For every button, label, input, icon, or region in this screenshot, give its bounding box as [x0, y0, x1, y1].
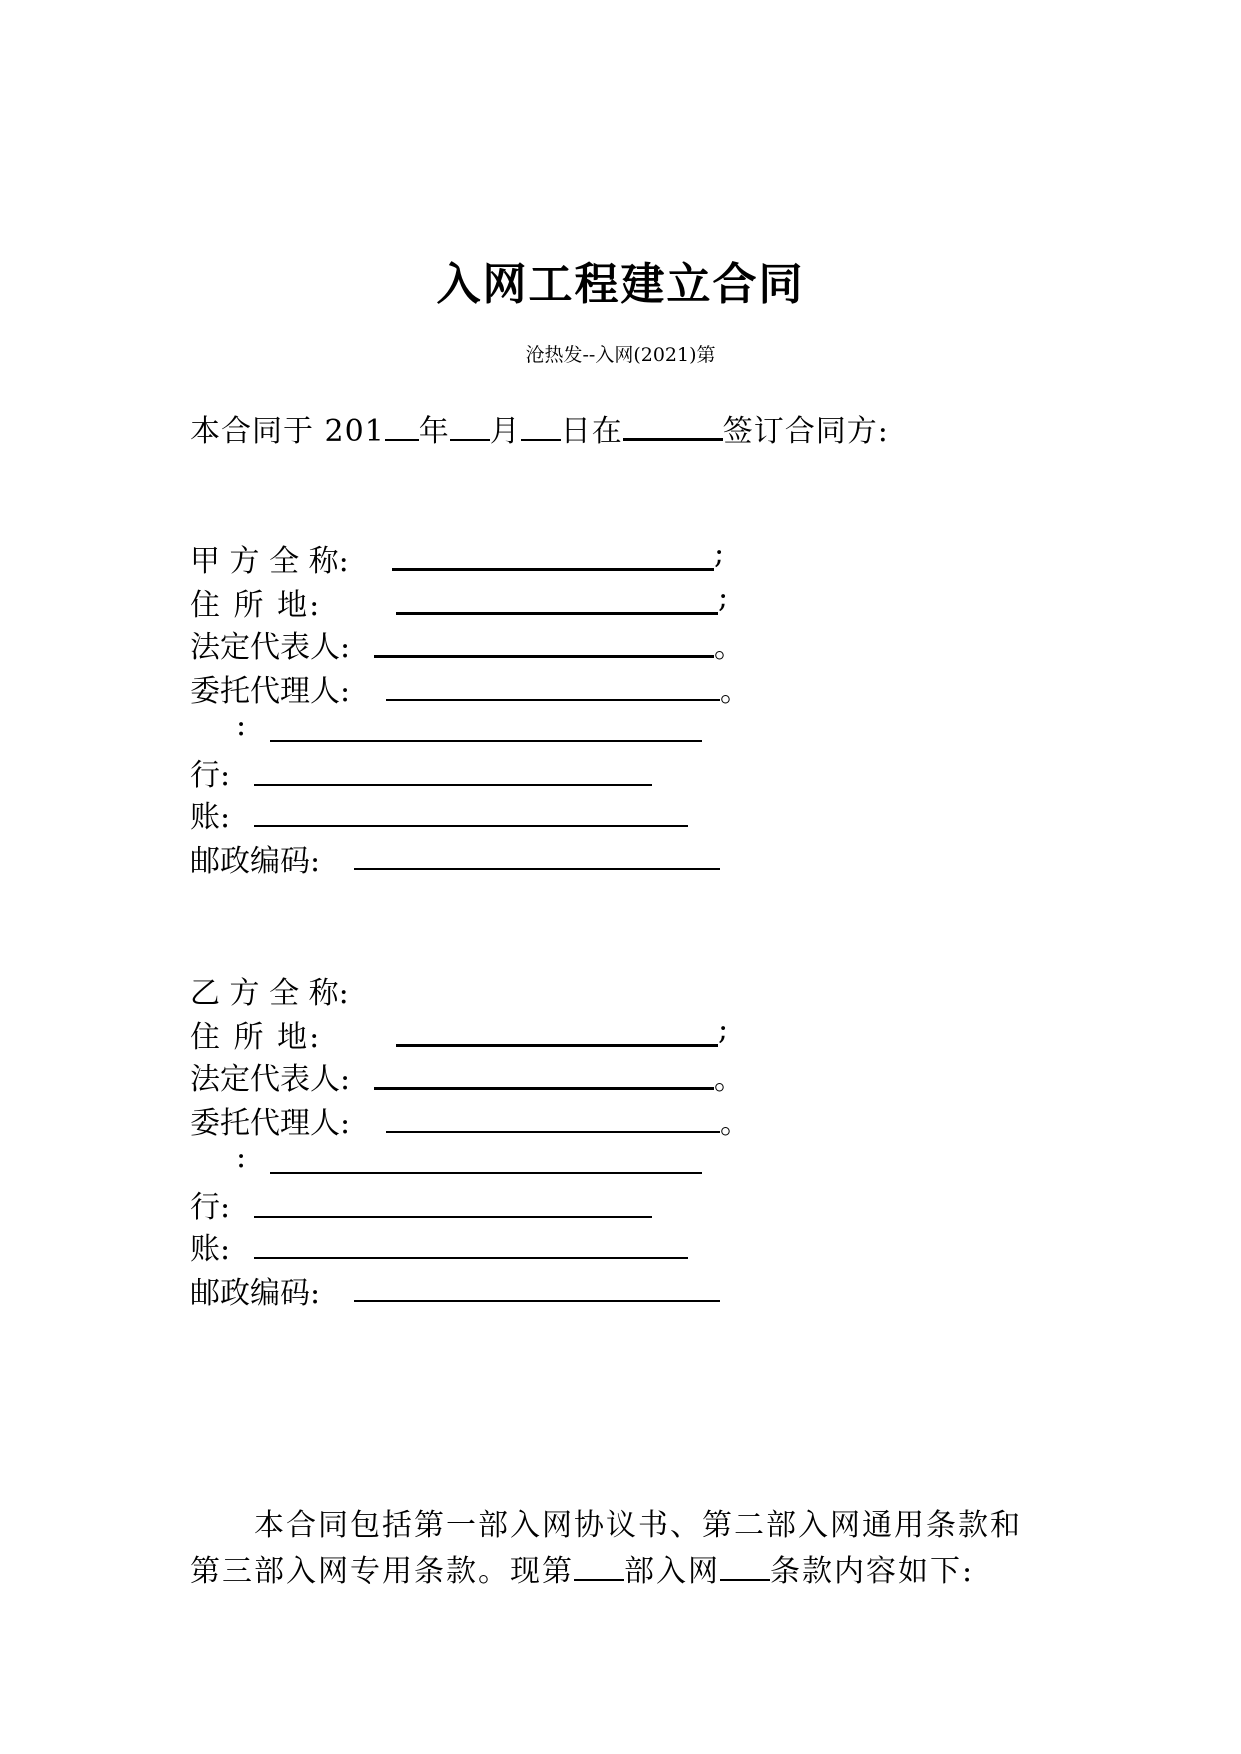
intro-text-2: 年 — [418, 414, 450, 449]
party-b-postcode-field[interactable] — [354, 1300, 720, 1302]
party-b-address-end: ; — [718, 1012, 729, 1047]
party-a-postcode-field[interactable] — [354, 868, 720, 870]
party-b-legal-rep-field[interactable] — [374, 1087, 714, 1090]
party-b-name-label: 乙 方 全 称: — [190, 976, 349, 1011]
party-b-agent-label: 委托代理人: — [190, 1106, 351, 1141]
party-a-legal-rep-end: 。 — [714, 630, 744, 665]
party-b-bank-label: 行: — [190, 1190, 231, 1225]
party-a-phone-field[interactable] — [270, 740, 702, 742]
closing-text-b: 部入网 — [624, 1554, 720, 1589]
party-b-agent-end: 。 — [720, 1106, 750, 1141]
party-b-address-field[interactable] — [396, 1044, 718, 1047]
place-blank[interactable] — [623, 412, 723, 441]
party-a-legal-rep-field[interactable] — [374, 655, 714, 658]
party-b-account-field[interactable] — [254, 1257, 688, 1259]
intro-text-3: 月 — [489, 414, 521, 449]
party-b-legal-rep-end: 。 — [714, 1062, 744, 1097]
party-b-phone-label: : — [236, 1140, 247, 1175]
party-a-name-label: 甲 方 全 称: — [190, 544, 349, 579]
month-blank[interactable] — [450, 413, 490, 441]
party-a-account-field[interactable] — [254, 825, 688, 827]
party-b-legal-rep-label: 法定代表人: — [190, 1062, 351, 1097]
party-b-postcode-label: 邮政编码: — [190, 1276, 321, 1311]
year-blank[interactable] — [385, 413, 419, 441]
party-a-bank-label: 行: — [190, 758, 231, 793]
party-a-agent-label: 委托代理人: — [190, 674, 351, 709]
party-a-phone-label: : — [236, 708, 247, 743]
party-a-agent-end: 。 — [720, 674, 750, 709]
document-number: 沧热发--入网(2021)第 — [525, 344, 716, 366]
party-a-address-field[interactable] — [396, 612, 718, 615]
party-b-address-label: 住 所 地: — [190, 1020, 322, 1055]
day-blank[interactable] — [521, 413, 561, 441]
party-a-agent-field[interactable] — [386, 699, 720, 701]
party-b-bank-field[interactable] — [254, 1216, 652, 1218]
party-a-address-label: 住 所 地: — [190, 588, 322, 623]
party-a-legal-rep-label: 法定代表人: — [190, 630, 351, 665]
party-a-address-end: ; — [718, 580, 729, 615]
intro-text-4: 日在 — [560, 414, 623, 449]
party-a-account-label: 账: — [190, 800, 231, 835]
party-a-name-field[interactable] — [392, 568, 714, 571]
closing-line-1: 本合同包括第一部入网协议书、第二部入网通用条款和 — [254, 1508, 1022, 1543]
closing-text-c: 条款内容如下: — [770, 1554, 975, 1589]
closing-line-2 — [190, 1546, 974, 1590]
intro-text-5: 签订合同方: — [722, 414, 889, 449]
clause-type-blank[interactable] — [720, 1553, 770, 1581]
party-b-account-label: 账: — [190, 1232, 231, 1267]
party-b-phone-field[interactable] — [270, 1172, 702, 1174]
document-title: 入网工程建立合同 — [436, 259, 805, 310]
contract-intro — [190, 406, 889, 450]
party-a-postcode-label: 邮政编码: — [190, 844, 321, 879]
intro-text-1: 本合同于 201 — [190, 414, 385, 449]
part-number-blank[interactable] — [574, 1553, 624, 1581]
party-b-agent-field[interactable] — [386, 1131, 720, 1133]
party-a-bank-field[interactable] — [254, 784, 652, 786]
closing-text-a: 第三部入网专用条款。现第 — [190, 1554, 574, 1589]
party-a-name-end: ; — [714, 536, 725, 571]
